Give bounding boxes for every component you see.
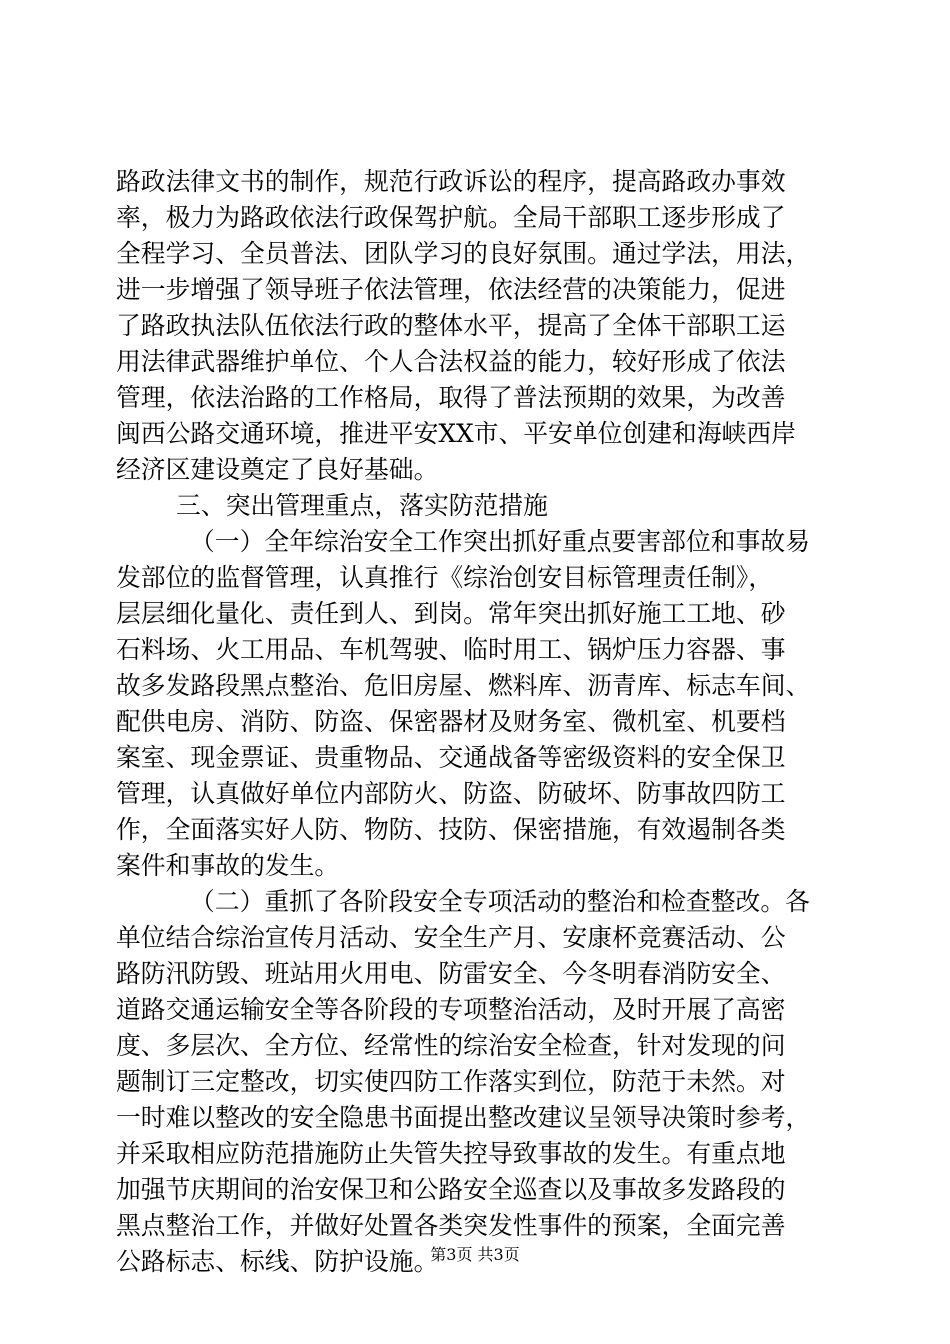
text-line: 案室、现金票证、贵重物品、交通战备等密级资料的安全保卫 [116,743,786,772]
text-line: 单位结合综治宣传月活动、安全生产月、安康杯竞赛活动、公 [116,923,786,952]
text-line: 故多发路段黑点整治、危旧房屋、燃料库、沥青库、标志车间、 [116,671,811,700]
text-line: 管理，依法治路的工作格局，取得了普法预期的效果，为改善 [116,383,786,412]
text-line: 进一步增强了领导班子依法管理，依法经营的决策能力，促进 [116,275,786,304]
page-number: 第3页 共3页 [430,1245,520,1264]
section-heading: 三、突出管理重点，落实防范措施 [176,491,548,520]
text-line: 公路标志、标线、防护设施。 [116,1247,439,1276]
text-line: 一时难以整改的安全隐患书面提出整改建议呈领导决策时参考， [116,1103,811,1132]
text-line: 路政法律文书的制作，规范行政诉讼的程序，提高路政办事效 [116,167,786,196]
text-line: （一）全年综治安全工作突出抓好重点要害部位和事故易 [190,527,810,556]
text-line: 发部位的监督管理，认真推行《综治创安目标管理责任制》， [116,563,774,592]
text-line: 层层细化量化、责任到人、到岗。常年突出抓好施工工地、砂 [116,599,786,628]
text-line: 路防汛防毁、班站用火用电、防雷安全、今冬明春消防安全、 [116,959,786,988]
text-line: 管理，认真做好单位内部防火、防盗、防破坏、防事故四防工 [116,779,786,808]
text-line: 了路政执法队伍依法行政的整体水平，提高了全体干部职工运 [116,311,786,340]
text-line: 闽西公路交通环境，推进平安XX市、平安单位创建和海峡西岸 [116,419,797,448]
text-line: 黑点整治工作，并做好处置各类突发性事件的预案，全面完善 [116,1211,786,1240]
text-line: 道路交通运输安全等各阶段的专项整治活动，及时开展了高密 [116,995,786,1024]
text-line: 石料场、火工用品、车机驾驶、临时用工、锅炉压力容器、事 [116,635,786,664]
text-line: 案件和事故的发生。 [116,851,340,880]
text-line: 并采取相应防范措施防止失管失控导致事故的发生。有重点地 [116,1139,786,1168]
text-line: 加强节庆期间的治安保卫和公路安全巡查以及事故多发路段的 [116,1175,786,1204]
text-line: 全程学习、全员普法、团队学习的良好氛围。通过学法，用法， [116,239,811,268]
text-line: 经济区建设奠定了良好基础。 [116,455,439,484]
text-line: 率，极力为路政依法行政保驾护航。全局干部职工逐步形成了 [116,203,786,232]
text-line: 题制订三定整改，切实使四防工作落实到位，防范于未然。对 [116,1067,786,1096]
text-line: 作，全面落实好人防、物防、技防、保密措施，有效遏制各类 [116,815,786,844]
text-line: 配供电房、消防、防盗、保密器材及财务室、微机室、机要档 [116,707,786,736]
text-line: 度、多层次、全方位、经常性的综治安全检查，针对发现的问 [116,1031,786,1060]
text-line: （二）重抓了各阶段安全专项活动的整治和检查整改。各 [190,887,810,916]
text-line: 用法律武器维护单位、个人合法权益的能力，较好形成了依法 [116,347,786,376]
